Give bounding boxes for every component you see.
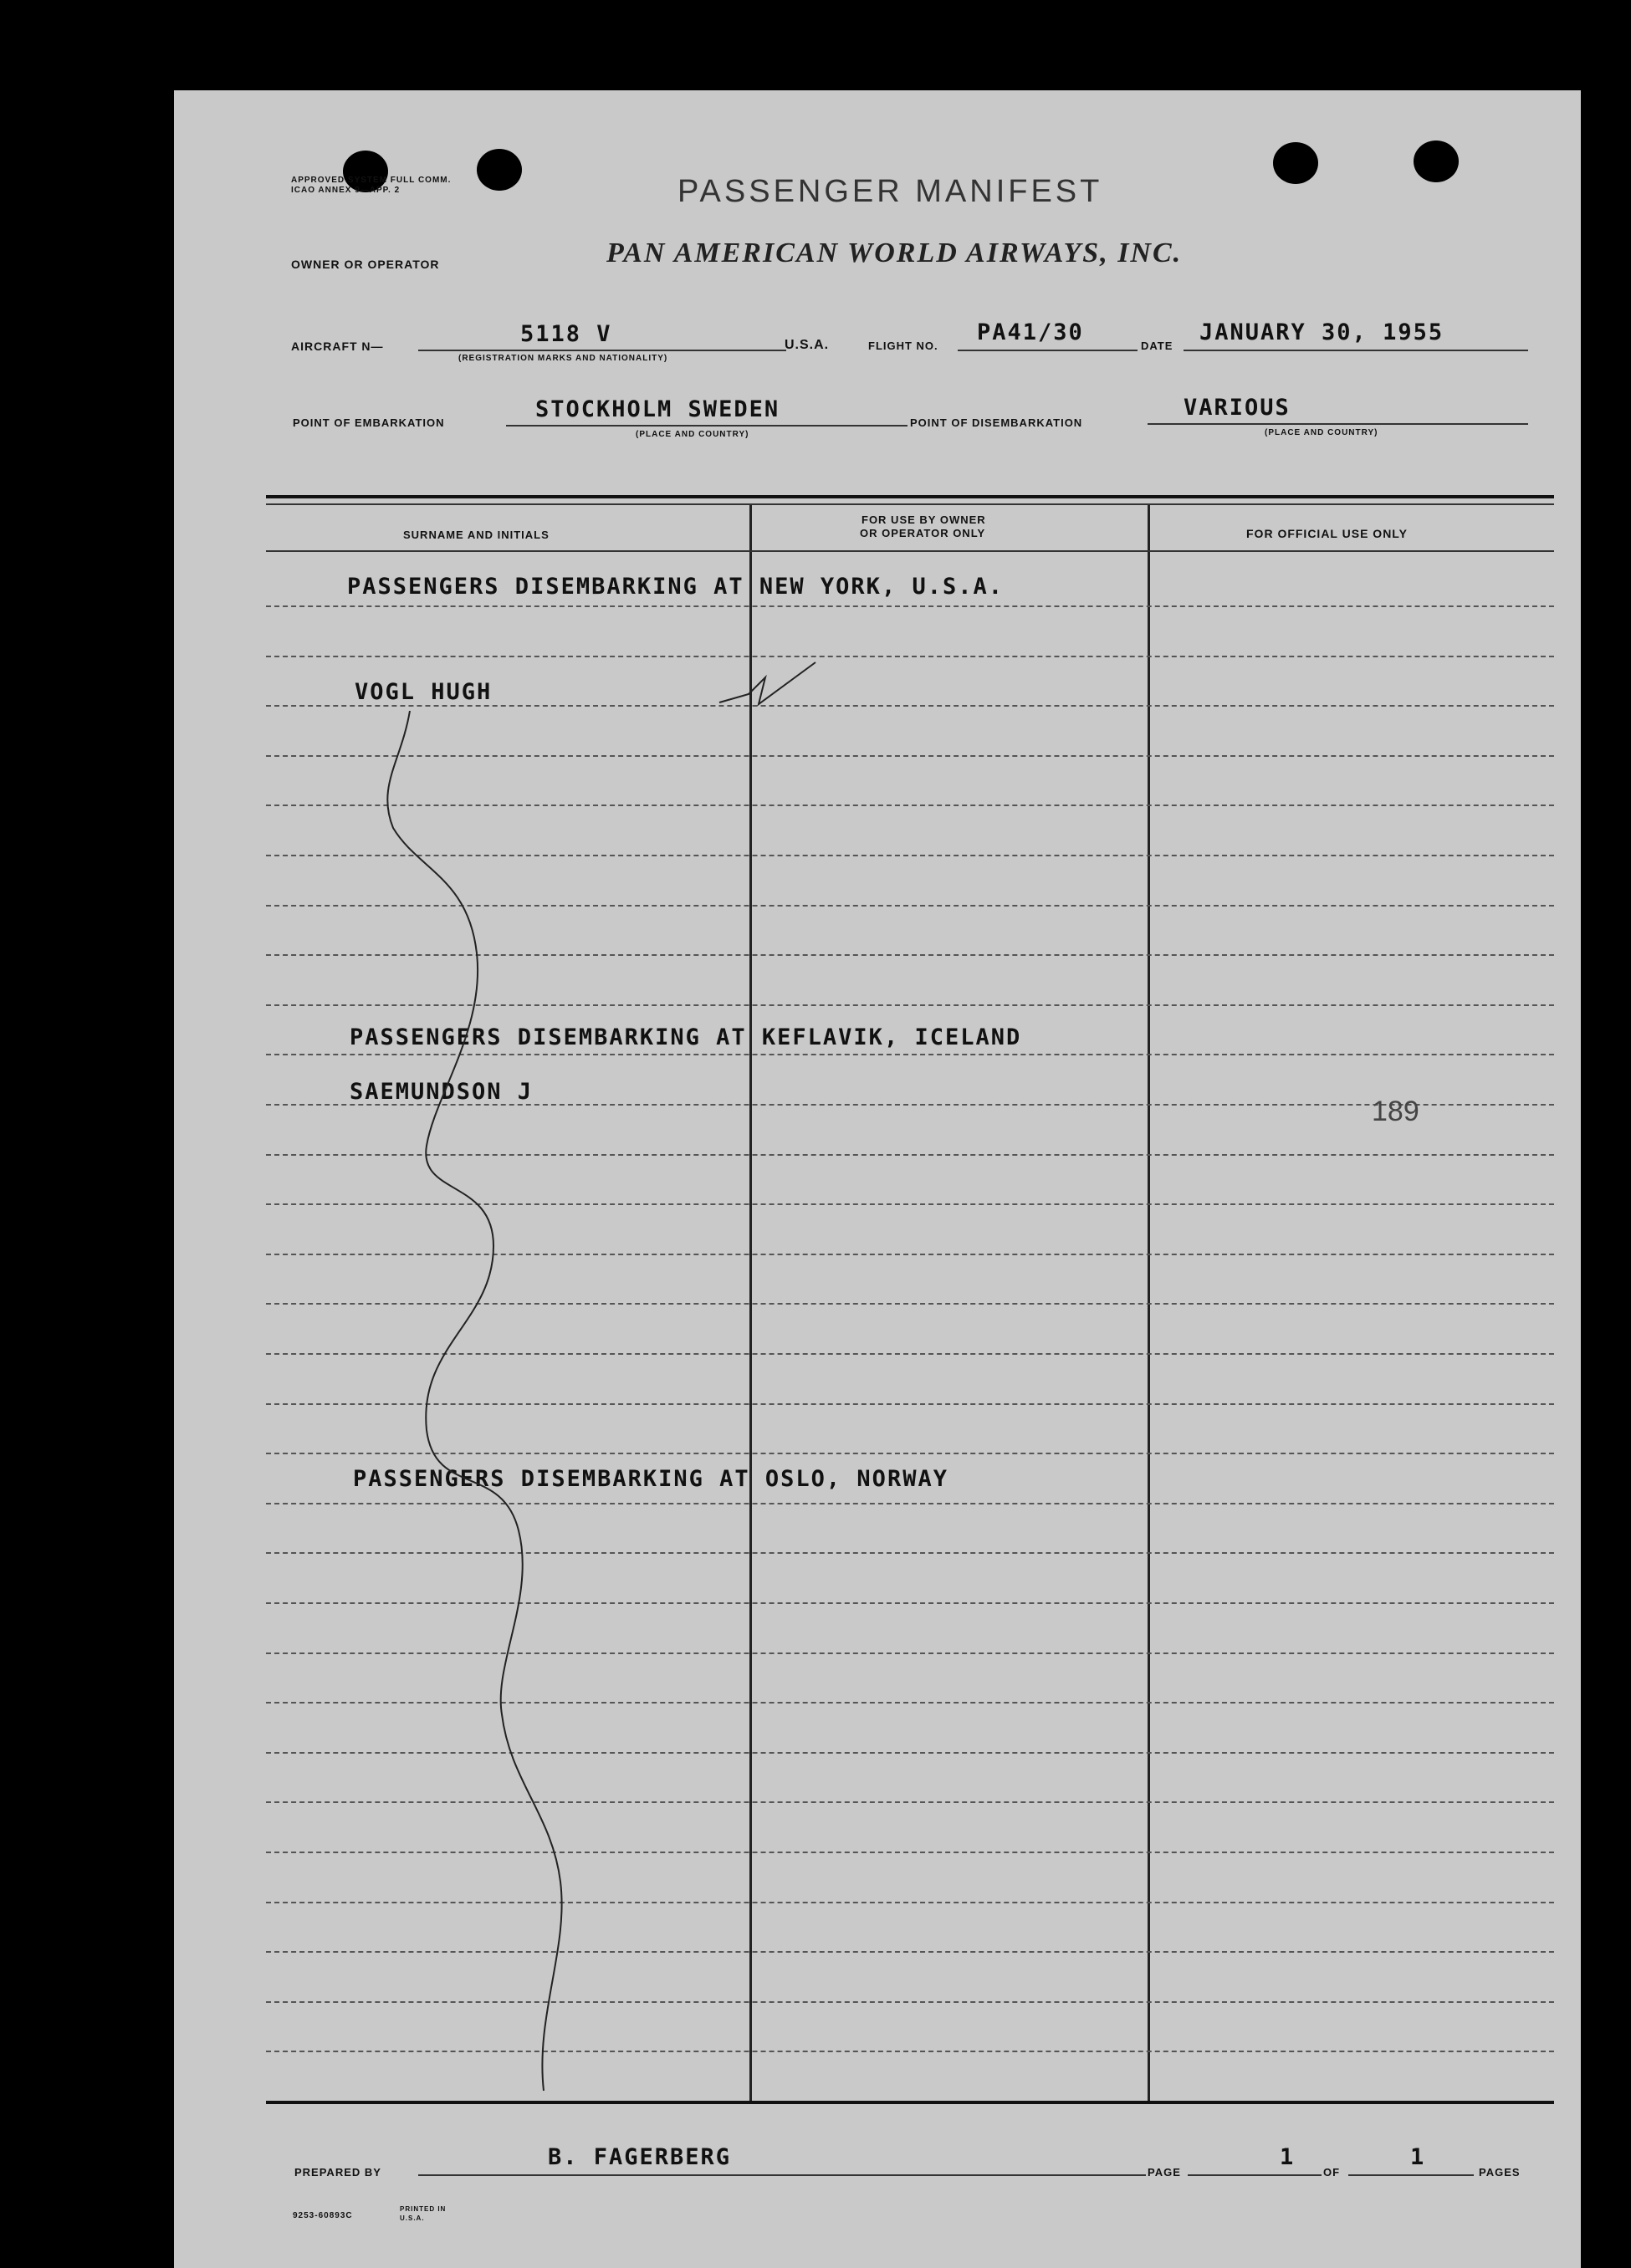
prepared-underline	[418, 2174, 1146, 2176]
prepared-value: B. FAGERBERG	[548, 2144, 732, 2170]
embark-underline	[506, 425, 908, 427]
page-label: PAGE	[1148, 2166, 1181, 2179]
column-header-owner: FOR USE BY OWNER	[862, 513, 986, 526]
passenger-entry: VOGL HUGH	[355, 679, 493, 705]
disembark-caption: (PLACE AND COUNTRY)	[1265, 428, 1378, 437]
table-rule	[266, 605, 1554, 607]
embark-label: POINT OF EMBARKATION	[293, 416, 445, 429]
punch-hole	[477, 149, 522, 191]
page-title: PASSENGER MANIFEST	[677, 174, 1103, 209]
section-heading-keflavik: PASSENGERS DISEMBARKING AT KEFLAVIK, ICELAND	[350, 1024, 1022, 1050]
date-underline	[1184, 350, 1528, 351]
column-header-owner-line2: OR OPERATOR ONLY	[860, 527, 986, 539]
cancellation-squiggle	[368, 711, 585, 2107]
disembark-label: POINT OF DISEMBARKATION	[910, 416, 1083, 429]
owner-label: OWNER OR OPERATOR	[291, 258, 440, 271]
punch-hole	[1273, 142, 1318, 184]
disembark-underline	[1148, 423, 1528, 425]
column-header-official: FOR OFFICIAL USE ONLY	[1246, 527, 1408, 540]
of-label: OF	[1323, 2166, 1341, 2179]
company-name: PAN AMERICAN WORLD AIRWAYS, INC.	[606, 238, 1183, 268]
flight-label: FLIGHT NO.	[868, 340, 938, 352]
punch-hole	[1414, 140, 1459, 182]
section-heading-oslo: PASSENGERS DISEMBARKING AT OSLO, NORWAY	[353, 1466, 948, 1492]
passenger-entry: SAEMUNDSON J	[350, 1079, 534, 1105]
prepared-label: PREPARED BY	[294, 2166, 381, 2179]
form-number: 9253-60893C	[293, 2211, 353, 2220]
date-label: DATE	[1141, 340, 1173, 352]
of-underline	[1348, 2174, 1474, 2176]
embark-caption: (PLACE AND COUNTRY)	[636, 430, 749, 439]
page-number: 1	[1280, 2144, 1296, 2170]
check-mark	[715, 652, 824, 714]
table-rule	[266, 656, 1554, 657]
aircraft-label: AIRCRAFT N—	[291, 340, 384, 353]
table-top-rule	[266, 495, 1554, 498]
aircraft-value: 5118 V	[520, 321, 612, 347]
aircraft-underline	[418, 350, 786, 351]
header-rule	[266, 550, 1554, 552]
disembark-value: VARIOUS	[1184, 395, 1291, 421]
usa-label: U.S.A.	[785, 338, 830, 352]
registration-caption: (REGISTRATION MARKS AND NATIONALITY)	[458, 354, 668, 363]
approval-note: APPROVED SYSTEM FULL COMM. ICAO ANNEX 9—APP. 2	[291, 176, 452, 195]
page-underline	[1188, 2174, 1322, 2176]
table-top-rule-2	[266, 503, 1554, 505]
embark-value: STOCKHOLM SWEDEN	[535, 396, 780, 422]
table-rule	[266, 705, 1554, 707]
footer-rule	[266, 2101, 1554, 2104]
flight-underline	[958, 350, 1138, 351]
official-mark: 189	[1372, 1096, 1419, 1127]
column-header-surname: SURNAME AND INITIALS	[403, 529, 550, 541]
section-heading-new-york: PASSENGERS DISEMBARKING AT NEW YORK, U.S.A.	[347, 574, 1004, 600]
printed-note: PRINTED IN U.S.A.	[400, 2205, 447, 2222]
pages-label: PAGES	[1479, 2166, 1521, 2179]
page-total: 1	[1410, 2144, 1426, 2170]
date-value: JANUARY 30, 1955	[1199, 319, 1444, 345]
flight-value: PA41/30	[977, 319, 1084, 345]
